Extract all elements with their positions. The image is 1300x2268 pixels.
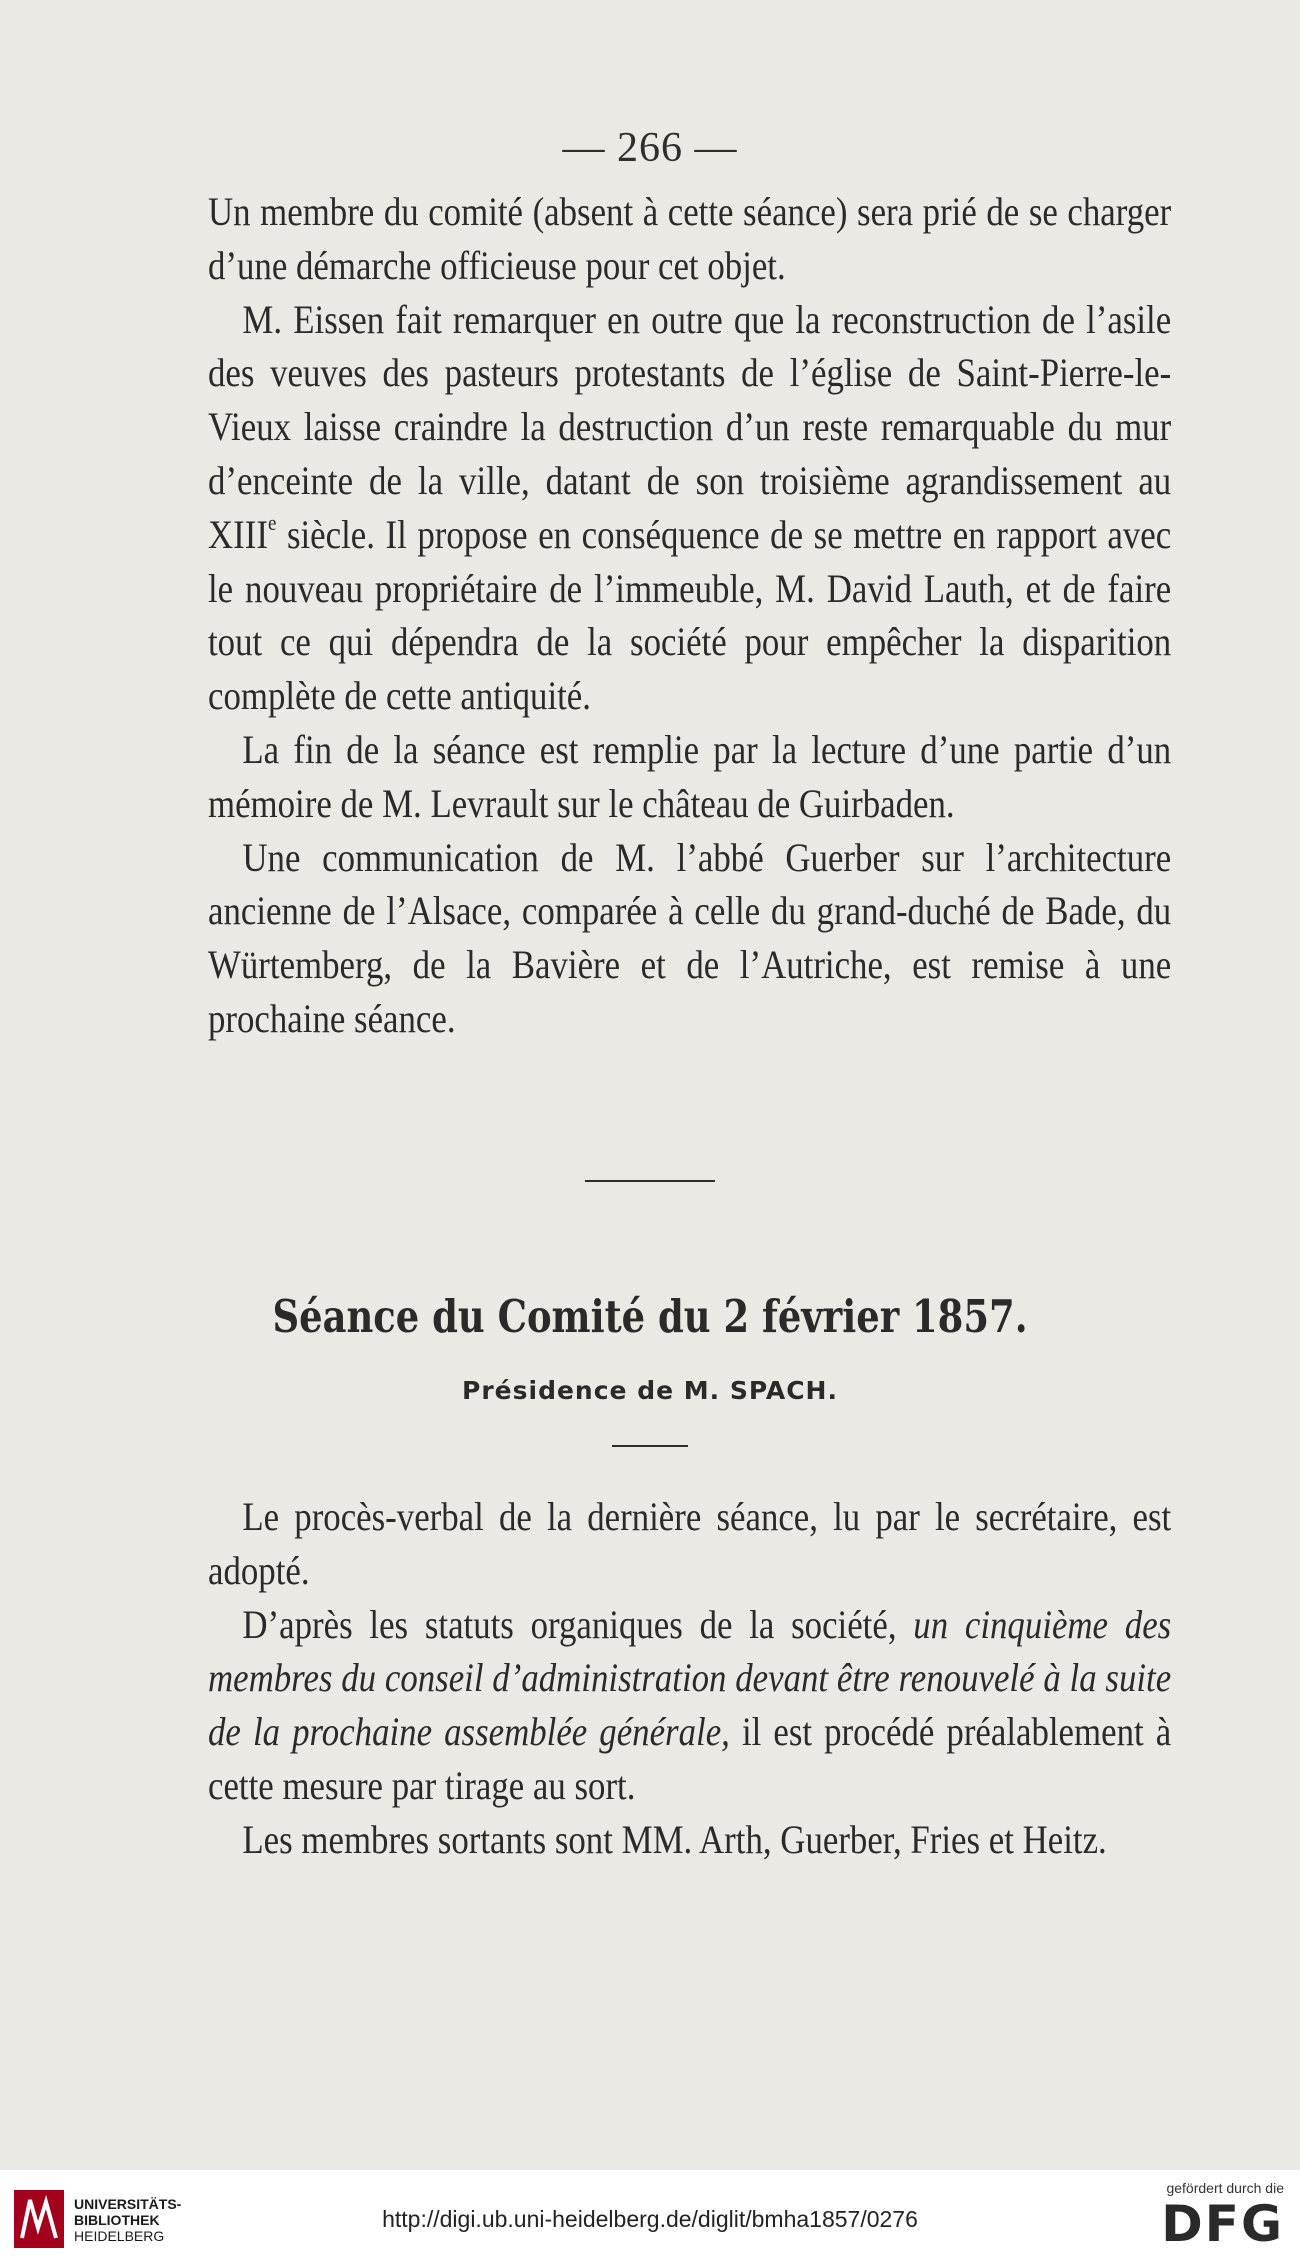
- paragraph: Les membres sortants sont MM. Arth, Guerber, Fries et Heitz.: [242, 1816, 1107, 1862]
- paragraph: Un membre du comité (absent à cette séance) sera prié de se charger d’une démarche officieuse pour cet objet.: [208, 189, 1172, 288]
- section-subheading: Présidence de M. SPACH.: [462, 1376, 838, 1405]
- paragraph: D’après les statuts organiques de la société, un cinquième des membres du conseil d’administration devant être renouvelé à la suite de la prochaine assemblée générale, il est procédé préalablement à cette mesure par tirage au sort.: [208, 1601, 1172, 1808]
- superscript: e: [267, 509, 277, 535]
- section-heading: Séance du Comité du 2 février 1857.: [272, 1290, 1028, 1343]
- paragraph: Une communication de M. l’abbé Guerber sur l’architecture ancienne de l’Alsace, comparée à celle du grand-duché de Bade, du Würtemberg, de la Bavière et de l’Autriche, est remise à une prochaine séance.: [208, 834, 1172, 1041]
- italic-text: un cinquième des membres du conseil d’administration devant être renouvelé à la suite de la prochaine assemblée générale,: [208, 1601, 1172, 1755]
- page-number: — 266 —: [562, 125, 738, 171]
- library-name-line3: HEIDELBERG: [74, 2228, 165, 2244]
- body-text-bottom: [208, 1490, 1171, 1867]
- library-name-line1: UNIVERSITÄTS-: [74, 2196, 182, 2212]
- dfg-caption: gefördert durch die: [1166, 2180, 1284, 2196]
- subheading-divider: [612, 1445, 688, 1447]
- paragraph: M. Eissen fait remarquer en outre que la reconstruction de l’asile des veuves des pasteurs protestants de l’église de Saint-Pierre-le-Vieux laisse craindre la destruction d’un reste remarquable du mur d’enceinte de la ville, datant de son troisième agrandissement au XIIIe siècle. Il propose en conséquence de se mettre en rapport avec le nouveau propriétaire de l’immeuble, M. David Lauth, et de faire tout ce qui dépendra de la société pour empêcher la disparition complète de cette antiquité.: [208, 296, 1172, 719]
- footer-bar: [0, 2170, 1300, 2268]
- section-divider: [585, 1180, 715, 1182]
- library-name-line2: BIBLIOTHEK: [74, 2212, 160, 2228]
- paragraph: Le procès-verbal de la dernière séance, lu par le secrétaire, est adopté.: [208, 1494, 1172, 1593]
- body-text-top: [208, 185, 1171, 1046]
- dfg-wordmark: DFG: [1161, 2195, 1284, 2253]
- dfg-logo[interactable]: [1156, 2180, 1284, 2260]
- permalink-url[interactable]: http://digi.ub.uni-heidelberg.de/diglit/bmha1857/0276: [382, 2206, 918, 2232]
- paragraph: La fin de la séance est remplie par la lecture d’une partie d’un mémoire de M. Levrault sur le château de Guirbaden.: [208, 726, 1172, 826]
